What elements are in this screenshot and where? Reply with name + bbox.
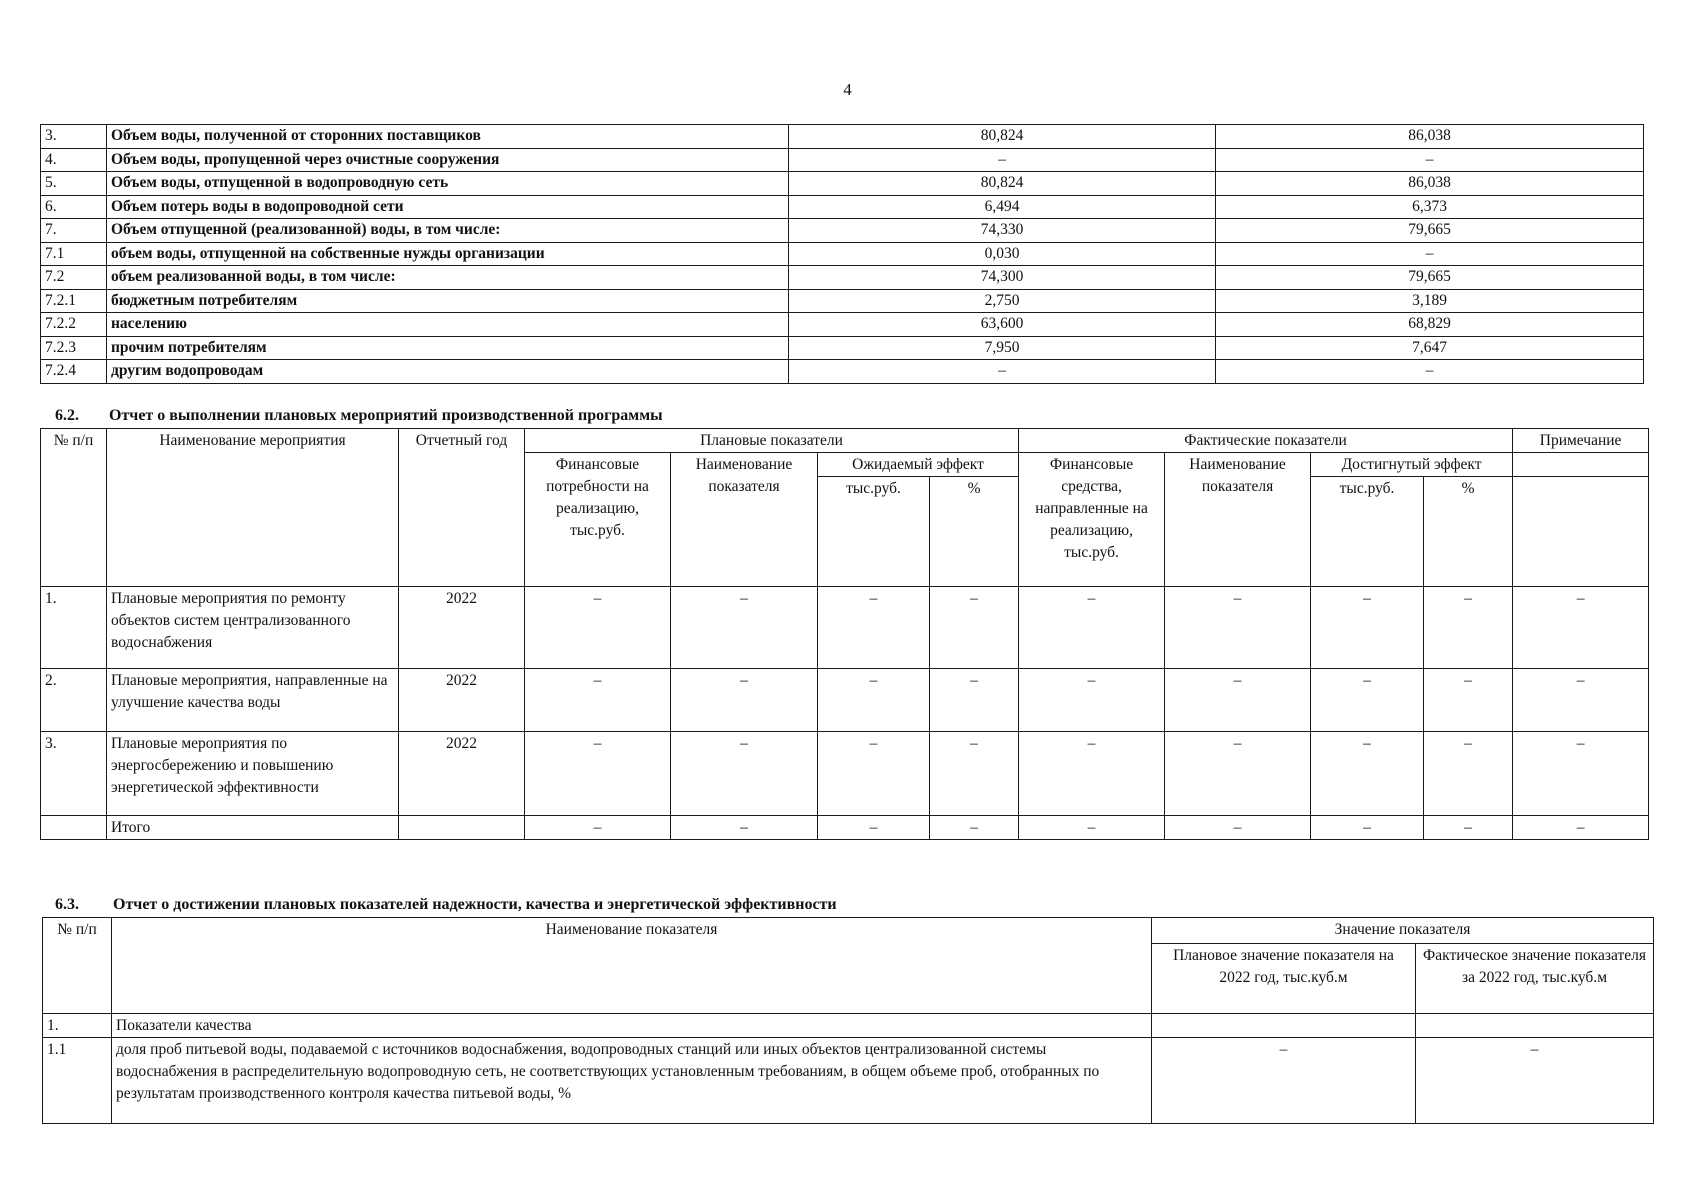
row-name: Плановые мероприятия по ремонту объектов систем централизованного водоснабжения: [107, 587, 399, 669]
row-name: объем воды, отпущенной на собственные нужды организации: [107, 242, 789, 266]
plan-pct-header: %: [930, 477, 1019, 587]
plan-rub-header: тыс.руб.: [818, 477, 930, 587]
dash-cell: –: [525, 732, 671, 816]
act-rub-header: тыс.руб.: [1311, 477, 1424, 587]
row-year: 2022: [399, 587, 525, 669]
dash-cell: –: [1513, 732, 1649, 816]
row-plan-value: 6,494: [789, 195, 1216, 219]
col-num-header: № п/п: [43, 918, 112, 1014]
section-title-text: Отчет о достижении плановых показателей надежности, качества и энергетической эффективности: [113, 896, 837, 913]
row-fact-value: –: [1216, 360, 1644, 384]
dash-cell: –: [1311, 587, 1424, 669]
row-number: 6.: [41, 195, 107, 219]
planned-measures-table: [40, 428, 1649, 840]
row-name: Плановые мероприятия по энергосбережению и повышению энергетической эффективности: [107, 732, 399, 816]
dash-cell: –: [818, 816, 930, 840]
row-plan-value: 74,300: [789, 266, 1216, 290]
row-plan-value: 2,750: [789, 289, 1216, 313]
row-fact-value: –: [1216, 242, 1644, 266]
dash-cell: –: [1424, 816, 1513, 840]
table-row: [41, 125, 1644, 149]
row-number: 7.2: [41, 266, 107, 290]
actual-group-header: Фактические показатели: [1019, 429, 1513, 453]
fact-value-header: Фактическое значение показателя за 2022 год, тыс.куб.м: [1416, 944, 1654, 1014]
row-year: 2022: [399, 732, 525, 816]
section-6-2-title: [55, 407, 663, 425]
note-subheader: [1513, 453, 1649, 477]
dash-cell: –: [525, 587, 671, 669]
dash-cell: –: [525, 669, 671, 732]
row-number: 4.: [41, 148, 107, 172]
dash-cell: –: [930, 816, 1019, 840]
row-name: Объем потерь воды в водопроводной сети: [107, 195, 789, 219]
row-number: 5.: [41, 172, 107, 196]
row-number: 7.2.2: [41, 313, 107, 337]
row-name: другим водопроводам: [107, 360, 789, 384]
dash-cell: –: [1424, 587, 1513, 669]
dash-cell: –: [1424, 669, 1513, 732]
dash-cell: –: [1165, 587, 1311, 669]
row-year: 2022: [399, 669, 525, 732]
dash-cell: –: [1019, 732, 1165, 816]
table-row: [41, 669, 1649, 732]
dash-cell: –: [930, 669, 1019, 732]
row-plan-value: 80,824: [789, 172, 1216, 196]
table-row: [41, 148, 1644, 172]
section-title-text: Отчет о выполнении плановых мероприятий производственной программы: [109, 407, 663, 424]
col-year-header: Отчетный год: [399, 429, 525, 587]
table-row: [43, 1038, 1654, 1124]
row-name: Объем отпущенной (реализованной) воды, в том числе:: [107, 219, 789, 243]
row-number: 7.2.1: [41, 289, 107, 313]
row-fact-value: 68,829: [1216, 313, 1644, 337]
dash-cell: –: [1019, 669, 1165, 732]
row-plan-value: 0,030: [789, 242, 1216, 266]
value-group-header: Значение показателя: [1152, 918, 1654, 944]
plan-effect-header: Ожидаемый эффект: [818, 453, 1019, 477]
dash-cell: –: [525, 816, 671, 840]
planned-group-header: Плановые показатели: [525, 429, 1019, 453]
row-plan-value: 63,600: [789, 313, 1216, 337]
section-number: 6.3.: [55, 896, 79, 913]
dash-cell: –: [671, 816, 818, 840]
dash-cell: –: [818, 732, 930, 816]
plan-fin-header: Финансовые потребности на реализацию, тыс.руб.: [525, 453, 671, 587]
dash-cell: –: [1019, 587, 1165, 669]
col-name-header: Наименование мероприятия: [107, 429, 399, 587]
row-number: 3.: [41, 125, 107, 149]
act-ind-header: Наименование показателя: [1165, 453, 1311, 587]
row-number: 7.1: [41, 242, 107, 266]
row-name: прочим потребителям: [107, 336, 789, 360]
row-plan-value: –: [1152, 1038, 1416, 1124]
row-fact-value: –: [1416, 1038, 1654, 1124]
table-row: [41, 732, 1649, 816]
row-number: 1.1: [43, 1038, 112, 1124]
section-number: 6.2.: [55, 407, 79, 424]
table-row: [41, 242, 1644, 266]
row-plan-value: 7,950: [789, 336, 1216, 360]
table-row: [43, 1014, 1654, 1038]
row-name: Показатели качества: [112, 1014, 1152, 1038]
row-number: 1.: [41, 587, 107, 669]
act-pct-header: %: [1424, 477, 1513, 587]
dash-cell: –: [930, 732, 1019, 816]
row-year: [399, 816, 525, 840]
row-fact-value: –: [1216, 148, 1644, 172]
row-name: Итого: [107, 816, 399, 840]
dash-cell: –: [1311, 669, 1424, 732]
indicators-table: [42, 917, 1654, 1124]
act-fin-header: Финансовые средства, направленные на реализацию, тыс.руб.: [1019, 453, 1165, 587]
dash-cell: –: [671, 587, 818, 669]
table-row: [41, 336, 1644, 360]
row-fact-value: 79,665: [1216, 219, 1644, 243]
table-row: [41, 266, 1644, 290]
table-row: [41, 172, 1644, 196]
col-name-header: Наименование показателя: [112, 918, 1152, 1014]
row-name: Плановые мероприятия, направленные на улучшение качества воды: [107, 669, 399, 732]
table-row: [41, 313, 1644, 337]
dash-cell: –: [1019, 816, 1165, 840]
page-number: 4: [843, 80, 852, 99]
row-name: Объем воды, полученной от сторонних поставщиков: [107, 125, 789, 149]
row-plan-value: [1152, 1014, 1416, 1038]
row-number: 1.: [43, 1014, 112, 1038]
section-6-3-title: [55, 896, 837, 914]
row-number: 7.2.3: [41, 336, 107, 360]
plan-ind-header: Наименование показателя: [671, 453, 818, 587]
table-row: [41, 816, 1649, 840]
dash-cell: –: [671, 669, 818, 732]
dash-cell: –: [1165, 732, 1311, 816]
table-row: [41, 195, 1644, 219]
dash-cell: –: [1311, 816, 1424, 840]
dash-cell: –: [1165, 669, 1311, 732]
dash-cell: –: [671, 732, 818, 816]
row-name: Объем воды, пропущенной через очистные сооружения: [107, 148, 789, 172]
row-fact-value: 6,373: [1216, 195, 1644, 219]
row-name: доля проб питьевой воды, подаваемой с источников водоснабжения, водопроводных станций или иных объектов централизованной системы водоснабжения в распределительную водопроводную сеть, не соответствующих установленным требованиям, в общем объеме проб, отобранных по результатам производственного контроля качества питьевой воды, %: [112, 1038, 1152, 1124]
dash-cell: –: [1513, 669, 1649, 732]
table-row: [41, 289, 1644, 313]
plan-value-header: Плановое значение показателя на 2022 год, тыс.куб.м: [1152, 944, 1416, 1014]
dash-cell: –: [1513, 816, 1649, 840]
row-plan-value: 74,330: [789, 219, 1216, 243]
row-number: 3.: [41, 732, 107, 816]
dash-cell: –: [818, 587, 930, 669]
dash-cell: –: [818, 669, 930, 732]
table-row: [41, 219, 1644, 243]
row-name: бюджетным потребителям: [107, 289, 789, 313]
water-volume-table: [40, 124, 1644, 384]
row-number: 7.: [41, 219, 107, 243]
act-effect-header: Достигнутый эффект: [1311, 453, 1513, 477]
dash-cell: –: [1513, 587, 1649, 669]
dash-cell: –: [1311, 732, 1424, 816]
table-row: [41, 360, 1644, 384]
dash-cell: –: [1165, 816, 1311, 840]
col-num-header: № п/п: [41, 429, 107, 587]
dash-cell: –: [1424, 732, 1513, 816]
row-plan-value: 80,824: [789, 125, 1216, 149]
row-fact-value: 79,665: [1216, 266, 1644, 290]
row-fact-value: 86,038: [1216, 172, 1644, 196]
row-plan-value: –: [789, 360, 1216, 384]
row-number: [41, 816, 107, 840]
dash-cell: –: [930, 587, 1019, 669]
row-number: 2.: [41, 669, 107, 732]
note-header: Примечание: [1513, 429, 1649, 453]
row-name: населению: [107, 313, 789, 337]
row-fact-value: 3,189: [1216, 289, 1644, 313]
row-fact-value: [1416, 1014, 1654, 1038]
note-cell: [1513, 477, 1649, 587]
row-fact-value: 7,647: [1216, 336, 1644, 360]
row-name: объем реализованной воды, в том числе:: [107, 266, 789, 290]
row-number: 7.2.4: [41, 360, 107, 384]
row-fact-value: 86,038: [1216, 125, 1644, 149]
row-name: Объем воды, отпущенной в водопроводную сеть: [107, 172, 789, 196]
row-plan-value: –: [789, 148, 1216, 172]
table-row: [41, 587, 1649, 669]
